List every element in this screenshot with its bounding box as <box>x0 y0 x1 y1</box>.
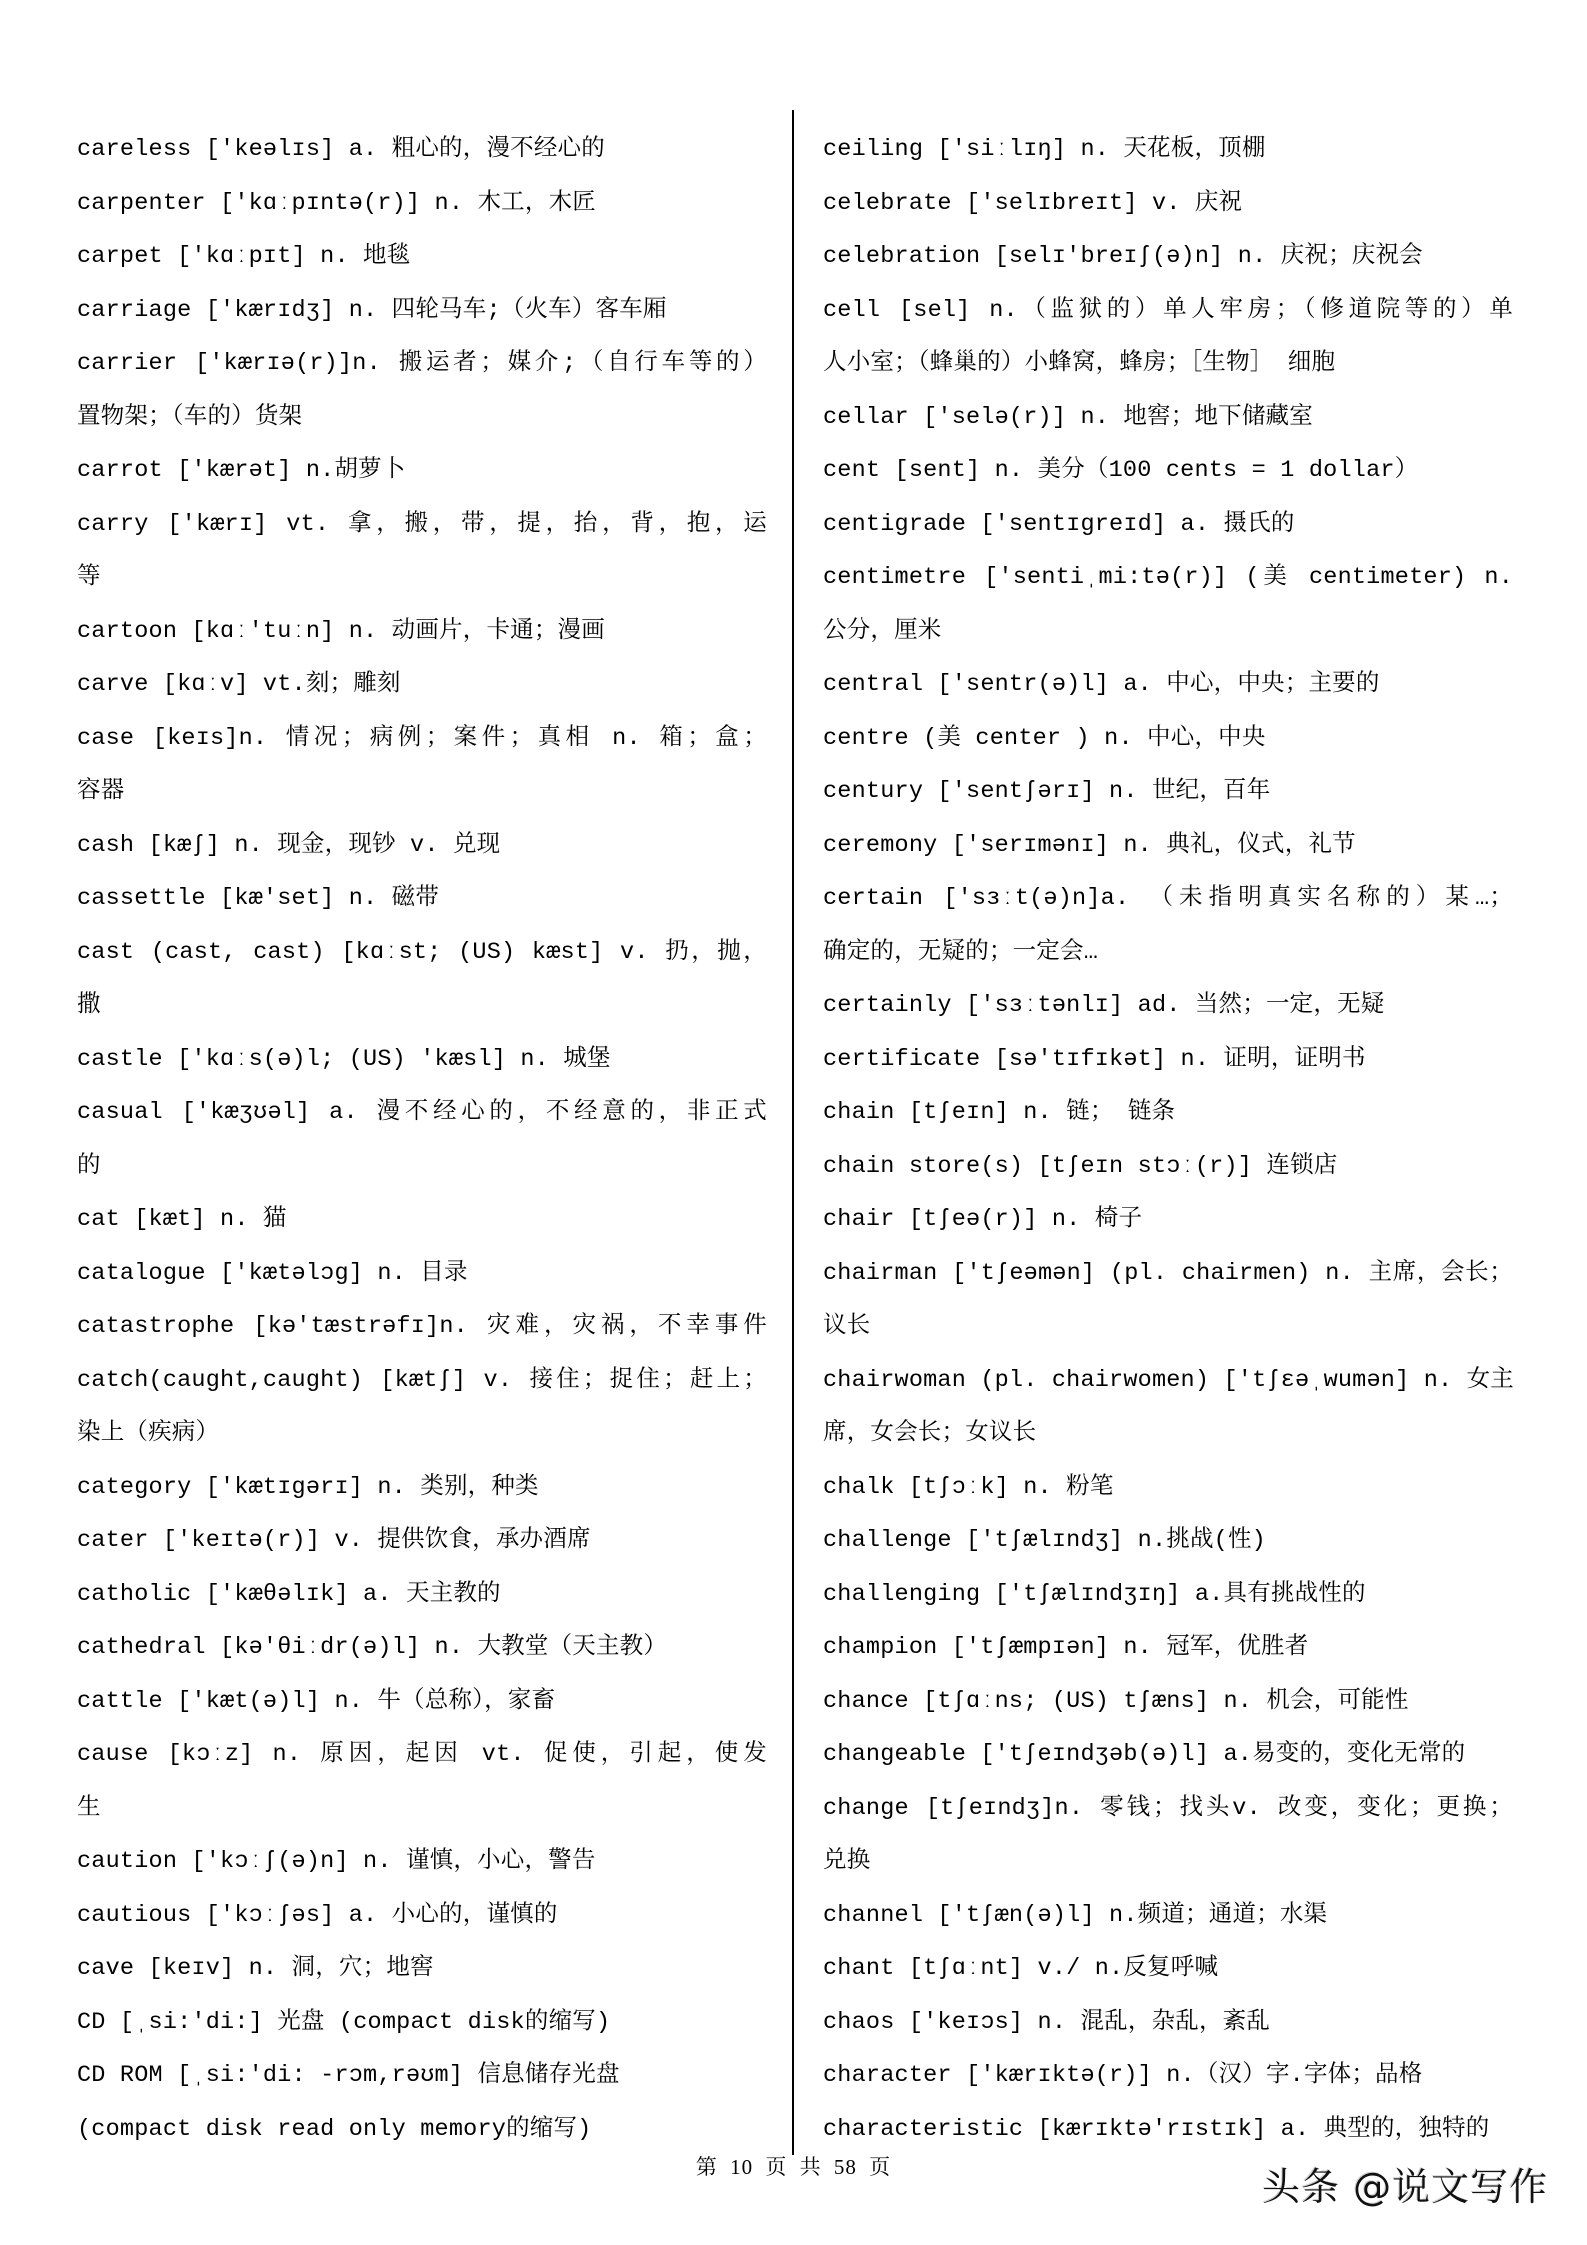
vocabulary-line: (compact disk read only memory的缩写) <box>77 2115 592 2143</box>
vocabulary-line: ceremony ['serɪmənɪ] n. 典礼，仪式，礼节 <box>823 831 1356 859</box>
vocabulary-line: channel ['tʃæn(ə)l] n.频道；通道；水渠 <box>823 1901 1328 1929</box>
vocabulary-line: celebration [selɪ'breɪʃ(ə)n] n. 庆祝；庆祝会 <box>823 243 1423 270</box>
vocabulary-line: chairwoman (pl. chairwomen) ['tʃɛəˌwumən] n. 女主 <box>823 1366 1515 1394</box>
vocabulary-line: carrier ['kærɪə(r)]n. 搬运者；媒介;（自行车等的） <box>77 350 767 377</box>
vocabulary-line: 兑换 <box>823 1848 871 1875</box>
vocabulary-line: cell [sel] n.（监狱的）单人牢房；（修道院等的）单 <box>823 296 1513 324</box>
vocabulary-line: caution ['kɔːʃ(ə)n] n. 谨慎，小心，警告 <box>77 1848 596 1875</box>
vocabulary-line: chair [tʃeə(r)] n. 椅子 <box>823 1206 1143 1233</box>
vocabulary-line: centimetre ['sentiˌmi:tə(r)] (美 centimeter) n. <box>823 564 1513 591</box>
vocabulary-line: 议长 <box>823 1313 871 1340</box>
vocabulary-line: certain ['sɜːt(ə)n]a. （未指明真实名称的）某…； <box>823 885 1513 912</box>
vocabulary-line: catholic ['kæθəlɪk] a. 天主教的 <box>77 1580 501 1608</box>
vocabulary-line: carry ['kærɪ] vt. 拿，搬，带，提，抬，背，抱，运 <box>77 510 767 538</box>
vocabulary-line: CD ROM [ˌsi:'di: -rɔm,rəʊm] 信息储存光盘 <box>77 2062 620 2089</box>
vocabulary-line: catastrophe [kə'tæstrəfɪ]n. 灾难，灾祸，不幸事件 <box>77 1313 767 1340</box>
vocabulary-line: carriage ['kærɪdʒ] n. 四轮马车;（火车）客车厢 <box>77 296 667 324</box>
vocabulary-line: certificate [sə'tɪfɪkət] n. 证明，证明书 <box>823 1045 1366 1073</box>
vocabulary-line: catalogue ['kætəlɔg] n. 目录 <box>77 1259 468 1287</box>
vocabulary-line: cattle ['kæt(ə)l] n. 牛（总称），家畜 <box>77 1687 556 1715</box>
watermark: 头条 @说文写作 <box>1262 2165 1549 2209</box>
vocabulary-line: challenging ['tʃælɪndʒɪŋ] a.具有挑战性的 <box>823 1580 1366 1608</box>
vocabulary-line: carpet ['kɑːpɪt] n. 地毯 <box>77 243 411 270</box>
vocabulary-line: careless ['keəlɪs] a. 粗心的，漫不经心的 <box>77 136 605 163</box>
vocabulary-line: category ['kætɪgərɪ] n. 类别，种类 <box>77 1473 539 1501</box>
vocabulary-line: CD [ˌsi:'di:] 光盘 (compact disk的缩写) <box>77 2008 611 2036</box>
vocabulary-line: characteristic [kærɪktə'rɪstɪk] a. 典型的，独特的 <box>823 2115 1490 2143</box>
vocabulary-line: cent [sent] n. 美分（100 cents = 1 dollar） <box>823 457 1419 484</box>
vocabulary-line: catch(caught,caught) [kætʃ] v. 接住；捉住；赶上； <box>77 1366 767 1394</box>
vocabulary-line: case [keɪs]n. 情况；病例；案件；真相 n. 箱；盒； <box>77 724 767 752</box>
vocabulary-line: champion ['tʃæmpɪən] n. 冠军，优胜者 <box>823 1634 1309 1661</box>
page-number-footer: 第 10 页 共 58 页 <box>695 2155 892 2179</box>
vocabulary-line: celebrate ['selɪbreɪt] v. 庆祝 <box>823 189 1243 217</box>
vocabulary-line: 的 <box>77 1152 101 1180</box>
vocabulary-line: cast (cast, cast) [kɑːst; (US) kæst] v. 扔，抛， <box>77 938 767 966</box>
vocabulary-line: 撒 <box>77 992 101 1019</box>
vocabulary-line: casual ['kæʒʊəl] a. 漫不经心的，不经意的，非正式 <box>77 1099 767 1126</box>
vocabulary-line: challenge ['tʃælɪndʒ] n.挑战(性) <box>823 1527 1266 1554</box>
vocabulary-line: chain [tʃeɪn] n. 链； 链条 <box>823 1099 1176 1126</box>
vocabulary-line: 人小室；（蜂巢的）小蜂窝，蜂房；［生物］ 细胞 <box>823 350 1336 377</box>
vocabulary-line: change [tʃeɪndʒ]n. 零钱；找头v. 改变，变化；更换； <box>823 1794 1513 1822</box>
vocabulary-line: carpenter ['kɑːpɪntə(r)] n. 木工，木匠 <box>77 189 596 217</box>
vocabulary-line: carve [kɑːv] vt.刻；雕刻 <box>77 671 401 698</box>
vocabulary-line: 染上（疾病） <box>77 1420 220 1447</box>
vocabulary-line: 公分，厘米 <box>823 617 942 645</box>
vocabulary-line: ceiling ['siːlɪŋ] n. 天花板，顶棚 <box>823 136 1266 163</box>
vocabulary-line: cellar ['selə(r)] n. 地窖；地下储藏室 <box>823 403 1313 431</box>
vocabulary-line: chance [tʃɑːns; (US) tʃæns] n. 机会，可能性 <box>823 1687 1409 1715</box>
vocabulary-line: certainly ['sɜːtənlɪ] ad. 当然；一定，无疑 <box>823 992 1385 1019</box>
vocabulary-line: 生 <box>77 1794 101 1822</box>
column-divider <box>792 110 794 2155</box>
vocabulary-line: cause [kɔːz] n. 原因，起因 vt. 促使，引起，使发 <box>77 1741 767 1768</box>
vocabulary-line: chairman ['tʃeəmən] (pl. chairmen) n. 主席，会长； <box>823 1259 1513 1287</box>
vocabulary-line: cash [kæʃ] n. 现金，现钞 v. 兑现 <box>77 831 501 859</box>
vocabulary-line: 置物架；（车的）货架 <box>77 403 303 431</box>
vocabulary-line: cassettle [kæ'set] n. 磁带 <box>77 885 440 912</box>
vocabulary-line: cater ['keɪtə(r)] v. 提供饮食，承办酒席 <box>77 1527 591 1554</box>
vocabulary-line: chain store(s) [tʃeɪn stɔː(r)] 连锁店 <box>823 1152 1338 1180</box>
vocabulary-line: centre (美 center ) n. 中心，中央 <box>823 724 1266 752</box>
vocabulary-line: 席，女会长；女议长 <box>823 1420 1037 1447</box>
vocabulary-line: centigrade ['sentɪgreɪd] a. 摄氏的 <box>823 510 1295 538</box>
vocabulary-line: chant [tʃɑːnt] v./ n.反复呼喊 <box>823 1955 1219 1982</box>
vocabulary-line: chalk [tʃɔːk] n. 粉笔 <box>823 1473 1114 1501</box>
vocabulary-line: carrot ['kærət] n.胡萝卜 <box>77 457 406 484</box>
vocabulary-line: castle ['kɑːs(ə)l; (US) 'kæsl] n. 城堡 <box>77 1045 611 1073</box>
vocabulary-line: changeable ['tʃeɪndʒəb(ə)l] a.易变的，变化无常的 <box>823 1741 1466 1768</box>
vocabulary-line: century ['sentʃərɪ] n. 世纪，百年 <box>823 778 1271 805</box>
vocabulary-line: 确定的，无疑的；一定会… <box>823 938 1099 966</box>
vocabulary-line: cave [keɪv] n. 洞，穴；地窖 <box>77 1955 434 1982</box>
vocabulary-line: character ['kærɪktə(r)] n.（汉）字.字体；品格 <box>823 2062 1423 2089</box>
vocabulary-line: cautious ['kɔːʃəs] a. 小心的，谨慎的 <box>77 1901 558 1929</box>
vocabulary-line: cat [kæt] n. 猫 <box>77 1206 287 1233</box>
vocabulary-line: central ['sentr(ə)l] a. 中心，中央；主要的 <box>823 671 1380 698</box>
vocabulary-line: 等 <box>77 564 101 591</box>
vocabulary-line: cathedral [kə'θiːdr(ə)l] n. 大教堂（天主教） <box>77 1634 668 1661</box>
vocabulary-line: 容器 <box>77 778 125 805</box>
vocabulary-line: cartoon [kɑː'tuːn] n. 动画片，卡通；漫画 <box>77 617 605 645</box>
vocabulary-line: chaos ['keɪɔs] n. 混乱，杂乱，紊乱 <box>823 2008 1271 2036</box>
